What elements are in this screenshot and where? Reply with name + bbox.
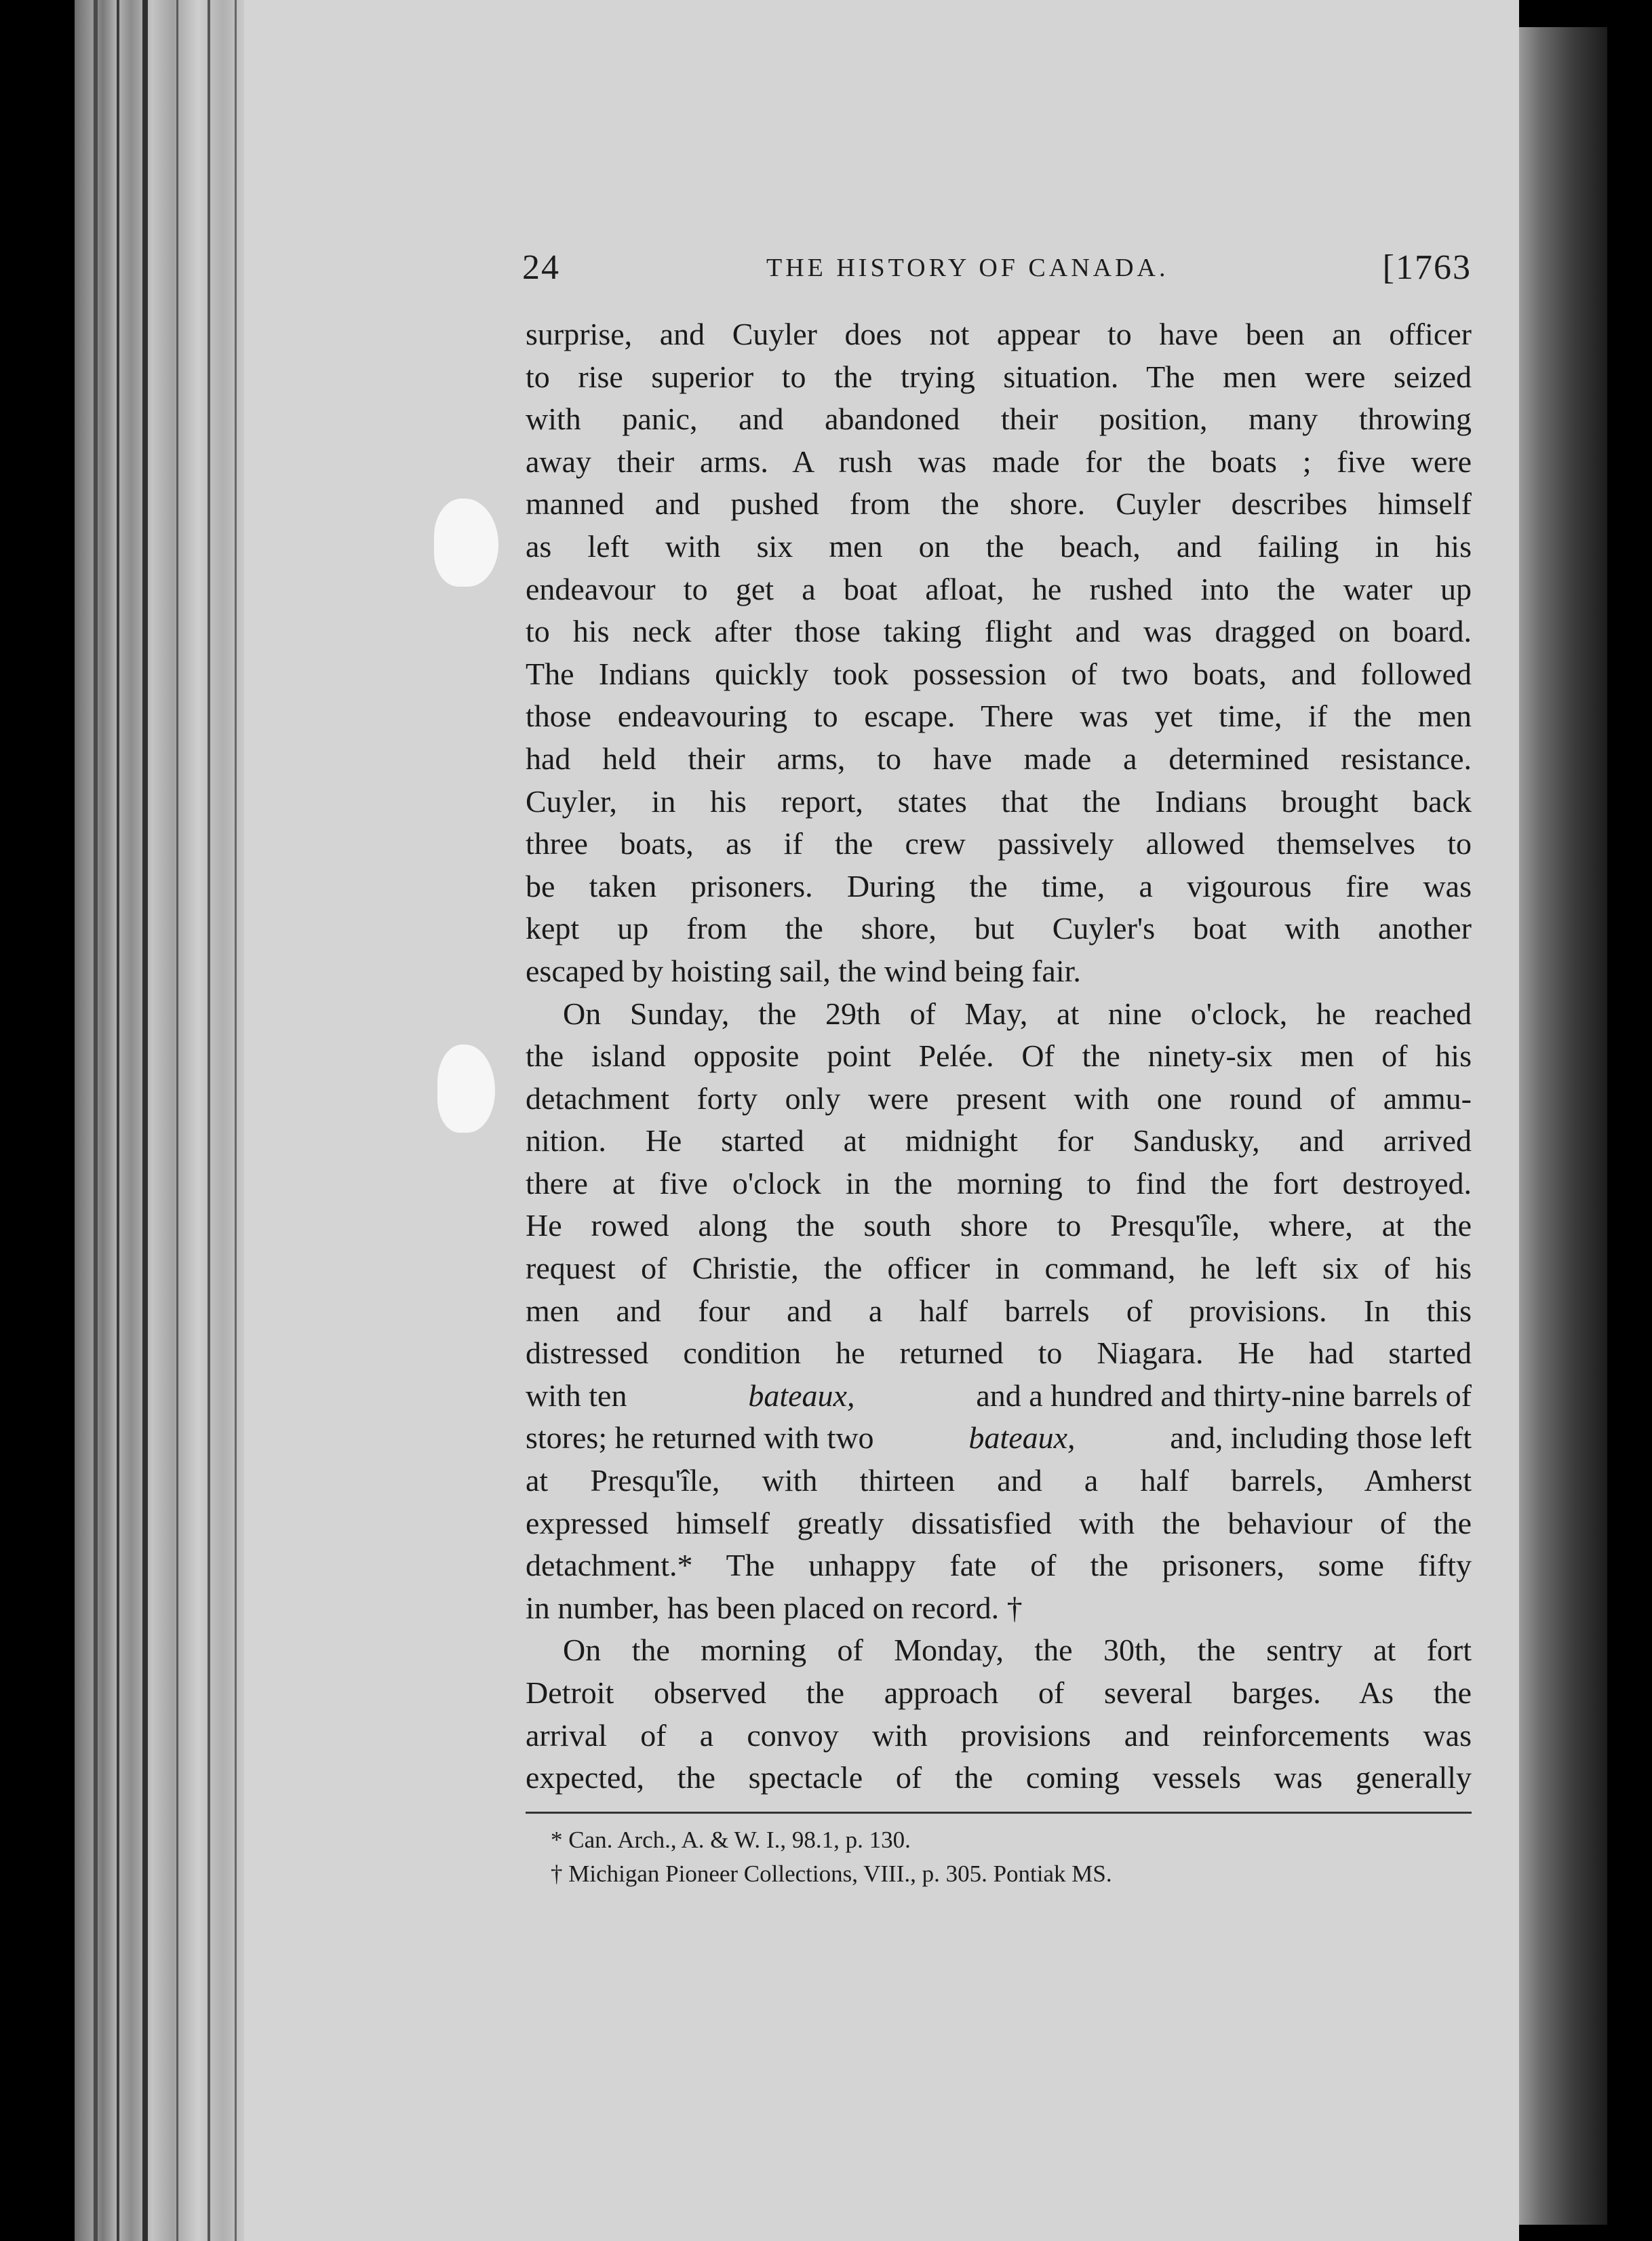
text-line: the island opposite point Pelée. Of the ninety-six men of his — [526, 1038, 1472, 1074]
text-line — [526, 1375, 1472, 1418]
text-line: detachment forty only were present with one round of ammu- — [526, 1080, 1472, 1116]
text-line: those endeavouring to escape. There was yet time, if the men — [526, 699, 1472, 734]
text-line: Detroit observed the approach of several barges. As the — [526, 1675, 1472, 1710]
footnote: † Michigan Pioneer Collections, VIII., p. 305. Pontiak MS. — [551, 1860, 1112, 1887]
text-line: endeavour to get a boat afloat, he rushed into the water up — [526, 571, 1472, 606]
text-line: three boats, as if the crew passively allowed themselves to — [526, 826, 1472, 861]
text-segment: with ten — [526, 1378, 627, 1413]
text-line: surprise, and Cuyler does not appear to have been an officer — [526, 317, 1472, 351]
text-line: there at five o'clock in the morning to find the fort destroyed. — [526, 1165, 1472, 1201]
body-text — [526, 313, 1472, 1799]
text-line: manned and pushed from the shore. Cuyler describes himself — [526, 486, 1472, 522]
page-number: 24 — [522, 248, 560, 287]
text-line: escaped by hoisting sail, the wind being fair. — [526, 953, 1081, 988]
text-line: as left with six men on the beach, and failing in his — [526, 528, 1472, 564]
text-segment: and, including those left — [1170, 1420, 1472, 1456]
text-line: nition. He started at midnight for Sandusky, and arrived — [526, 1123, 1472, 1158]
text-line: men and four and a half barrels of provisions. In this — [526, 1293, 1472, 1328]
text-line: at Presqu'île, with thirteen and a half barrels, Amherst — [526, 1463, 1472, 1498]
book-page-edges — [75, 0, 251, 2241]
text-line: away their arms. A rush was made for the boats ; five were — [526, 444, 1472, 479]
text-line: expressed himself greatly dissatisfied with the behaviour of the — [526, 1505, 1472, 1540]
text-line: in number, has been placed on record. † — [526, 1590, 1023, 1625]
text-line: He rowed along the south shore to Presqu'île, where, at the — [526, 1208, 1472, 1243]
text-line: Cuyler, in his report, states that the Indians brought back — [526, 783, 1472, 819]
running-head — [522, 248, 1472, 295]
footnotes — [551, 1823, 1473, 1891]
text-line: be taken prisoners. During the time, a vigourous fire was — [526, 868, 1472, 903]
scan-blotch — [434, 499, 498, 587]
footnote: * Can. Arch., A. & W. I., 98.1, p. 130. — [551, 1827, 911, 1853]
text-line: to his neck after those taking flight and was dragged on board. — [526, 614, 1472, 649]
gutter-shadow — [1519, 27, 1607, 2225]
text-line: request of Christie, the officer in command, he left six of his — [526, 1251, 1472, 1286]
running-year: [1763 — [1382, 248, 1472, 287]
text-line: detachment.* The unhappy fate of the prisoners, some fifty — [526, 1548, 1472, 1583]
text-line: kept up from the shore, but Cuyler's boat with another — [526, 911, 1472, 946]
footnote-rule — [526, 1812, 1472, 1814]
text-segment: stores; he returned with two — [526, 1420, 874, 1456]
italic-term: bateaux, — [968, 1420, 1076, 1456]
running-title: THE HISTORY OF CANADA. — [766, 254, 1169, 282]
text-line: had held their arms, to have made a determined resistance. — [526, 741, 1472, 776]
text-line: expected, the spectacle of the coming vessels was generally — [526, 1760, 1472, 1795]
text-line: to rise superior to the trying situation. The men were seized — [526, 359, 1472, 394]
text-line: distressed condition he returned to Niagara. He had started — [526, 1336, 1472, 1371]
italic-term: bateaux, — [748, 1378, 855, 1413]
text-line: On Sunday, the 29th of May, at nine o'clock, he reached — [563, 996, 1472, 1031]
scan-blotch — [437, 1045, 495, 1133]
text-line: with panic, and abandoned their position, many throwing — [526, 402, 1472, 437]
text-segment: and a hundred and thirty-nine barrels of — [976, 1378, 1472, 1413]
text-line: The Indians quickly took possession of two boats, and followed — [526, 656, 1472, 691]
text-line: On the morning of Monday, the 30th, the sentry at fort — [563, 1633, 1472, 1668]
text-line — [526, 1417, 1472, 1460]
text-line: arrival of a convoy with provisions and reinforcements was — [526, 1717, 1472, 1753]
